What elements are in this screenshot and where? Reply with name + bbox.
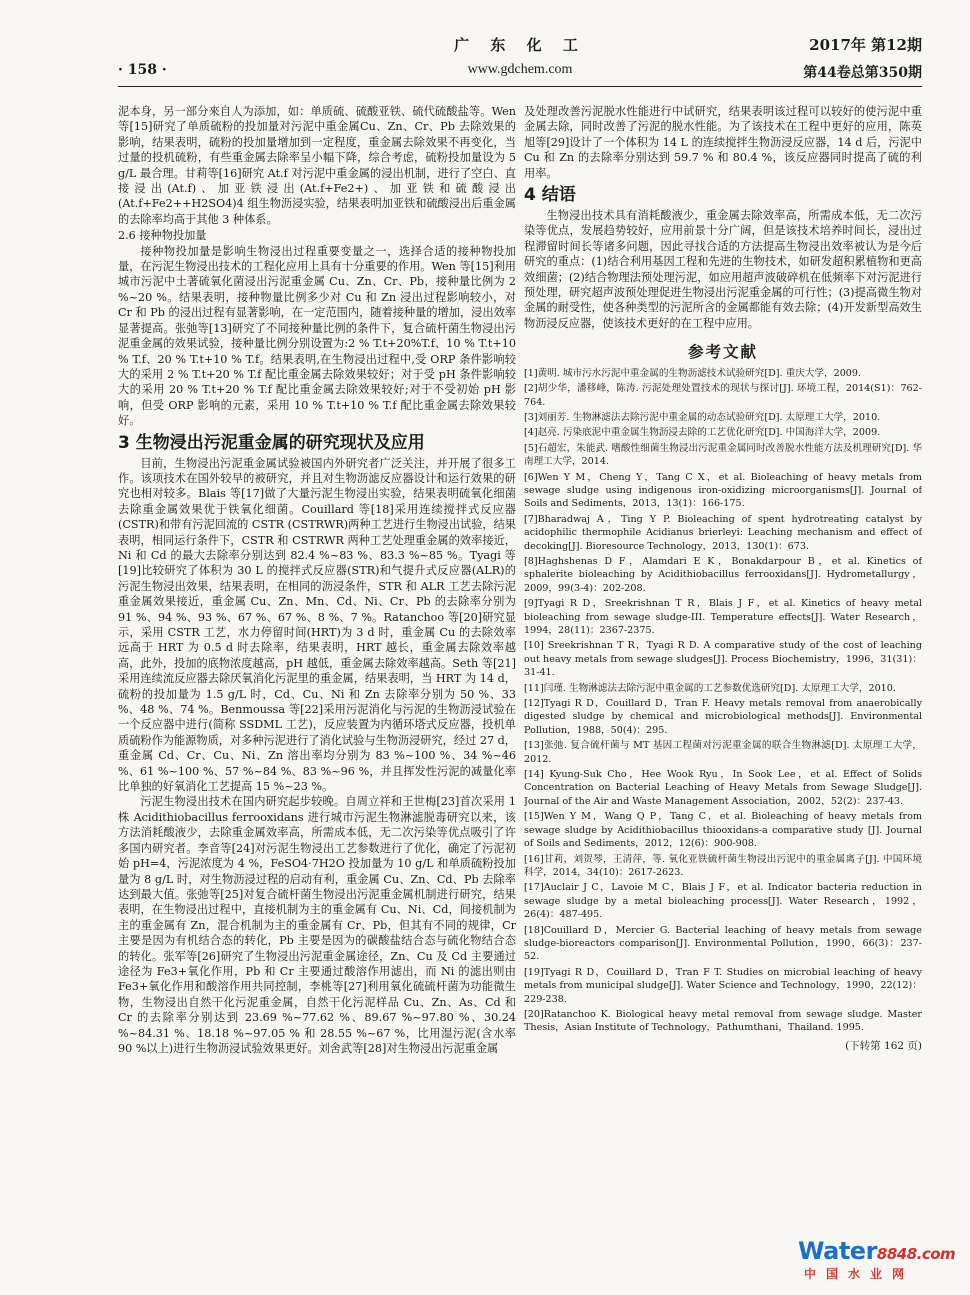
- right-column: [524, 104, 922, 1229]
- reference-item: [2]胡少华，潘移峰，陈涛. 污泥处理处置技术的现状与探讨[J]. 环境工程，2014(S1)：762-764.: [524, 383, 922, 408]
- watermark-logo-text: [798, 1237, 956, 1265]
- subsection-heading: 2.6 接种物投加量: [118, 229, 207, 243]
- paragraph: 及处理改善污泥脱水性能进行中试研究，结果表明该过程可以较好的使污泥中重金属去除，同时改善了污泥的脱水性能。为了该技术在工程中更好的应用，陈英旭等[29]设计了一个体积为 14 L 的连续搅拌生物沥浸反应器，14 d 后，污泥中 Cu 和 Zn 的去除率分别达到 59.7 % 和 80.4 %，该反应器同时提高了硫的利用率。: [524, 105, 922, 180]
- reference-item: [1]黄明. 城市污水污泥中重金属的生物沥滤技术试验研究[D]. 重庆大学，2009.: [524, 367, 862, 379]
- running-header-top: [118, 34, 922, 54]
- reference-item: [4]赵亮. 污染底泥中重金属生物沥浸去除的工艺优化研究[D]. 中国海洋大学，2009.: [524, 427, 881, 439]
- running-header-bottom: [118, 62, 922, 82]
- watermark-site-name: 中国水业网: [804, 1267, 915, 1281]
- journal-name: 广 东 化 工: [454, 36, 586, 54]
- issue-label: 2017年 第12期: [809, 36, 922, 54]
- continued-note: (下转第 162 页): [845, 1039, 922, 1052]
- reference-item: [14] Kyung-Suk Cho，Hee Wook Ryu，In Sook Lee，et al. Effect of Solids Concentration on Bacterial Leaching of Heavy Metals from Sewage Sludge[J]. Journal of the Air and Waste Management Association，2002，52(2)：237-43.: [524, 769, 922, 807]
- paragraph: 污泥生物浸出技术在国内研究起步较晚。自周立祥和王世梅[23]首次采用 1 株 Acidithiobacillus ferrooxidans 进行城市污泥生物淋滤脱毒研究以来，该方法消耗酸液少，去除重金属效率高，所需成本低，无二次污染等优点吸引了许多国内研究者。李音等[24]对污泥生物浸出工艺参数进行了优化，确定了污泥初始 pH=4，污泥浓度为 4 %，FeSO4·7H2O 投加量为 10 g/L 和单质硫粉投加量为 8 g/L 时，对生物沥浸过程的启动有利，重金属 Cu、Zn、Cd、Pb 去除率达到最大值。张弛等[25]对复合硫杆菌生物浸出污泥重金属机制进行研究，结果表明，在生物浸出过程中，直接机制为主的重金属有 Cu、Ni、Cd，间接机制为主的重金属有 Zn，混合机制为主的重金属有 Cr、Pb，但其有不同的规律，Cr 主要是因为有机结合态的转化，Pb 主要是因为的碳酸盐结合态与硫化物结合态的转化。张军等[26]研究了生物浸出污泥重金属途径，Zn、Cu 及 Cd 主要通过途径为 Fe3+氧化作用，Pb 和 Cr 主要通过酸溶作用滤出，而 Ni 的滤出则由 Fe3+氧化作用和酸溶作用共同控制，李桃等[27]利用氧化硫硫杆菌为功能微生物，生物浸出自然干化污泥重金属，自然干化污泥样品 Cu、Zn、As、Cd 和 Cr 的去除率分别达到 23.69 %~77.62 %、89.67 %~97.80 %、30.24 %~84.31 %、18.18 %~97.05 % 和 28.55 %~67 %，比用湿污泥(含水率 90 %以上)进行生物沥浸试验效果更好。刘舍武等[28]对生物浸出污泥重金属: [118, 795, 516, 1055]
- reference-item: [12]Tyagi R D，Couillard D，Tran F. Heavy metals removal from anaerobically digested sludge by chemical and microbiological methods[J]. Environmental Pollution，1988，50(4)：295.: [524, 698, 922, 736]
- reference-item: [10] Sreekrishnan T R，Tyagi R D. A comparative study of the cost of leaching out heavy metals from sewage sludges[J]. Process Biochemistry，1996，31(31)：31-41.: [524, 640, 922, 679]
- reference-list: [524, 367, 922, 1035]
- paragraph: 接种物投加量是影响生物浸出过程重要变量之一，选择合适的接种物投加量，在污泥生物浸出技术的工程化应用上具有十分重要的作用。Wen 等[15]利用城市污泥中土著硫氧化菌浸出污泥重金属 Cu、Zn、Cr、Pb，接种量比例为 2 %~20 %。结果表明，接种物量比例多少对 Cu 和 Zn 浸出过程影响较小，对 Cr 和 Pb 的浸出过程有显著影响，在一定范围内，随着接种量的增加，浸出效率显著提高。张弛等[13]研究了不同接种量比例的条件下，复合硫杆菌生物浸出污泥重金属的效果试验，接种量比例分别设置为:2 % T.t+20%T.f、10 % T.t+10 % T.f、20 % T.t+10 % T.f。结果表明,在生物浸出过程中,受 ORP 条件影响较大的采用 2 % T.t+20 % T.f 配比重金属去除效果较好；对于受 pH 条件影响较大的采用 20 % T.t+20 % T.f 配比重金属去除效果较好;对于不受初始 pH 影响，但受 ORP 影响的元素，采用 10 % T.t+10 % T.f 配比重金属去除效果较好。: [118, 244, 516, 428]
- reference-item: [3]刘丽芳. 生物淋滤法去除污泥中重金属的动态试验研究[D]. 太原理工大学，2010.: [524, 411, 881, 423]
- volume-label: 第44卷总第350期: [803, 65, 922, 81]
- paragraph: 生物浸出技术具有消耗酸液少，重金属去除效率高，所需成本低，无二次污染等优点，发展趋势较好，应用前景十分广阔，但是该技术培养时间长，浸出过程滞留时间长等诸多问题，因此寻找合适的方法提高生物浸出效率被认为是今后研究的重点：(1)结合利用基因工程和先进的生物技术，如研发超积累植物和更高效细菌；(2)结合物理法预处理污泥，如应用超声波破碎机在低频率下对污泥进行预处理，研究超声波预处理促进生物浸出污泥重金属的可行性；(3)提高微生物对金属的耐受性，使各种类型的污泥所含的金属都能有效去除；(4)开发新型高效生物沥浸反应器，使该技术更好的在工程中应用。: [524, 209, 922, 330]
- paragraph: 泥本身，另一部分來自人为添加，如：单质硫、硫酸亚铁、硫代硫酸盐等。Wen 等[15]研究了单质硫粉的投加量对污泥中重金属Cu、Zn、Cr、Pb 去除效果的影响，结果表明，硫粉的投加量增加到一定程度，重金属去除效果不再变化，当过量的投机硫粉，有些重金属去除率呈小幅下降，综合考虑，硫粉投加量设为 5 g/L 最合理。甘莉等[16]研究 At.f 对污泥中重金属的浸出机制，进行了空白、直接浸出(At.f)、加亚铁浸出(At.f+Fe2+)、加亚铁和硫酸浸出(At.f+Fe2++H2SO4)4 组生物沥浸实验，结果表明加亚铁和硫酸浸出后重金属的去除率均高于其他 3 种体系。: [118, 105, 516, 226]
- reference-item: [17]Auclair J C，Lavoie M C，Blais J F，et al. Indicator bacteria reduction in sewage sludge by a metal bioleaching process[J]. Water Research，1992，26(4)：487-495.: [524, 882, 922, 921]
- reference-item: [19]Tyagi R D，Couillard D，Tran F T. Studies on microbial leaching of heavy metals from municipal sludge[J]. Water Science and Technology，1990，22(12)：229-238.: [524, 966, 922, 1005]
- section-heading: 4 结语: [524, 185, 576, 206]
- reference-item: [13]张弛. 复合硫杆菌与 MT 基因工程菌对污泥重金属的联合生物淋滤[D]. 太原理工大学，2012.: [524, 740, 922, 765]
- reference-item: [18]Couillard D，Mercier G. Bacterial leaching of heavy metals from sewage sludge-bioreactors comparison[J]. Environmental Pollution，1990，66(3)：237-52.: [524, 924, 922, 963]
- reference-item: [20]Ratanchoo K. Biological heavy metal removal from sewage sludge. Master Thesis，Asian Institute of Technology，Pathumthani，Thailand. 1995.: [524, 1008, 922, 1034]
- reference-item: [16]甘莉，刘贺琴，王清萍，等. 氧化亚铁硫杆菌生物浸出污泥中的重金属离子[J]. 中国环境科学，2014，34(10)：2617-2623.: [524, 853, 922, 878]
- left-column: [118, 104, 516, 1229]
- reference-item: [8]Haghshenas D F，Alamdari E K，Bonakdarpour B，et al. Kinetics of sphalerite bioleaching by Acidithiobacillus ferrooxidans[J]. Hydrometallurgy，2009，99(3-4)：202-208.: [524, 555, 922, 594]
- watermark-logo-suffix: .com: [916, 1245, 956, 1263]
- site-watermark-logo: [798, 1237, 956, 1285]
- references-title: 参考文献: [687, 343, 758, 362]
- reference-item: [7]Bharadwaj A，Ting Y P. Bioleaching of spent hydrotreating catalyst by acidophilic thermophile Acidianus brierleyi: Leaching mechanism and effect of decoking[J]. Bioresource Technology，2013，130(1)：673.: [524, 513, 922, 552]
- header-rule: [118, 86, 922, 87]
- reference-item: [6]Wen Y M，Cheng Y，Tang C X，et al. Bioleaching of heavy metals from sewage sludge using indigenous iron-oxidizing microorganisms[J]. Journal of Soils and Sediments，2013，13(1)：166-175.: [524, 471, 922, 510]
- reference-item: [15]Wen Y M，Wang Q P，Tang C，et al. Bioleaching of heavy metals from sewage sludge by Acidithiobacillus thiooxidans-a comparative study [J]. Journal of Soils and Sediments，2012，12(6)：900-908.: [524, 811, 922, 850]
- watermark-logo-number: 8848: [876, 1245, 917, 1263]
- reference-item: [5]石超宏，朱能武. 嗜酸性细菌生物浸出污泥重金属同时改善脱水性能方法及机理研究[D]. 华南理工大学，2014.: [524, 442, 922, 468]
- watermark-logo-word: Water: [798, 1237, 877, 1265]
- reference-item: [11]闫瑾. 生物淋滤法去除污泥中重金属的工艺参数优选研究[D]. 太原理工大学，2010.: [524, 682, 896, 694]
- journal-url: www.gdchem.com: [467, 62, 573, 77]
- page-number: · 158 ·: [118, 62, 167, 78]
- paragraph: 目前，生物浸出污泥重金属试验被国内外研究者广泛关注，并开展了很多工作。该项技术在国外较早的被研究，并且对生物沥滤反应器设计和运行效果的研究也相对较多。Blais 等[17]做了大量污泥生物浸出实验，结果表明硫氧化细菌去除重金属效果优于铁氧化细菌。Couillard 等[18]采用连续搅拌式反应器(CSTR)和带有污泥回流的 CSTR (CSTRWR)两种工艺进行生物浸出试验，结果表明，相同运行条件下，CSTR 和 CSTRWR 两种工艺处理重金属的效率接近，Ni 和 Cd 的最大去除率分别达到 82.4 %~83 %、83.3 %~85 %。Tyagi 等[19]比较研究了体积为 30 L 的搅拌式反应器(STR)和气提升式反应器(ALR)的污泥生物浸出效果，结果表明，在相同的沥浸条件，STR 和 ALR 工艺去除污泥重金属效果接近，重金属 Cu、Zn、Mn、Cd、Ni、Cr、Pb 的去除率分别为 91 %、94 %、93 %、67 %、67 %、8 %、7 %。Ratanchoo 等[20]研究显示，采用 CSTR 工艺，水力停留时间(HRT)为 3 d 时，重金属 Cu 的去除效率远高于 HRT 为 0.5 d 时去除率，结果表明，HRT 越长，重金属去除效率越高，此外，投加的底物浓度越高，pH 越低，重金属去除效率越高。Seth 等[21] 采用连续流反应器去除厌氧消化污泥里的重金属，结果表明，当 HRT 为 14 d，硫粉的投加量为 1.5 g/L 时，Cd、Cu、Ni 和 Zn 去除率分别为 50 %、33 %、48 %、74 %。Benmoussa 等[22]采用污泥消化与污泥的生物沥浸试验在一个反应器中进行(简称 SSDML 工艺)，反应装置为内循环塔式反应器，投机单质硫粉作为能源物质，对多种污泥进行了消化试验与生物沥浸研究，经过 27 d，重金属 Cd、Cr、Cu、Ni、Zn 溶出率均分别为 83 %~100 %、34 %~46 %、61 %~100 %、57 %~84 %、83 %~96 %，并且挥发性污泥的减量化率比单独的好氧消化工艺提高 15 %~23 %。: [118, 456, 516, 794]
- section-heading: 3 生物浸出污泥重金属的研究现状及应用: [118, 432, 425, 453]
- reference-item: [9]Tyagi R D，Sreekrishnan T R，Blais J F，et al. Kinetics of heavy metal bioleaching from sewage sludge-III. Temperature effects[J]. Water Research，1994，28(11)：2367-2375.: [524, 598, 922, 636]
